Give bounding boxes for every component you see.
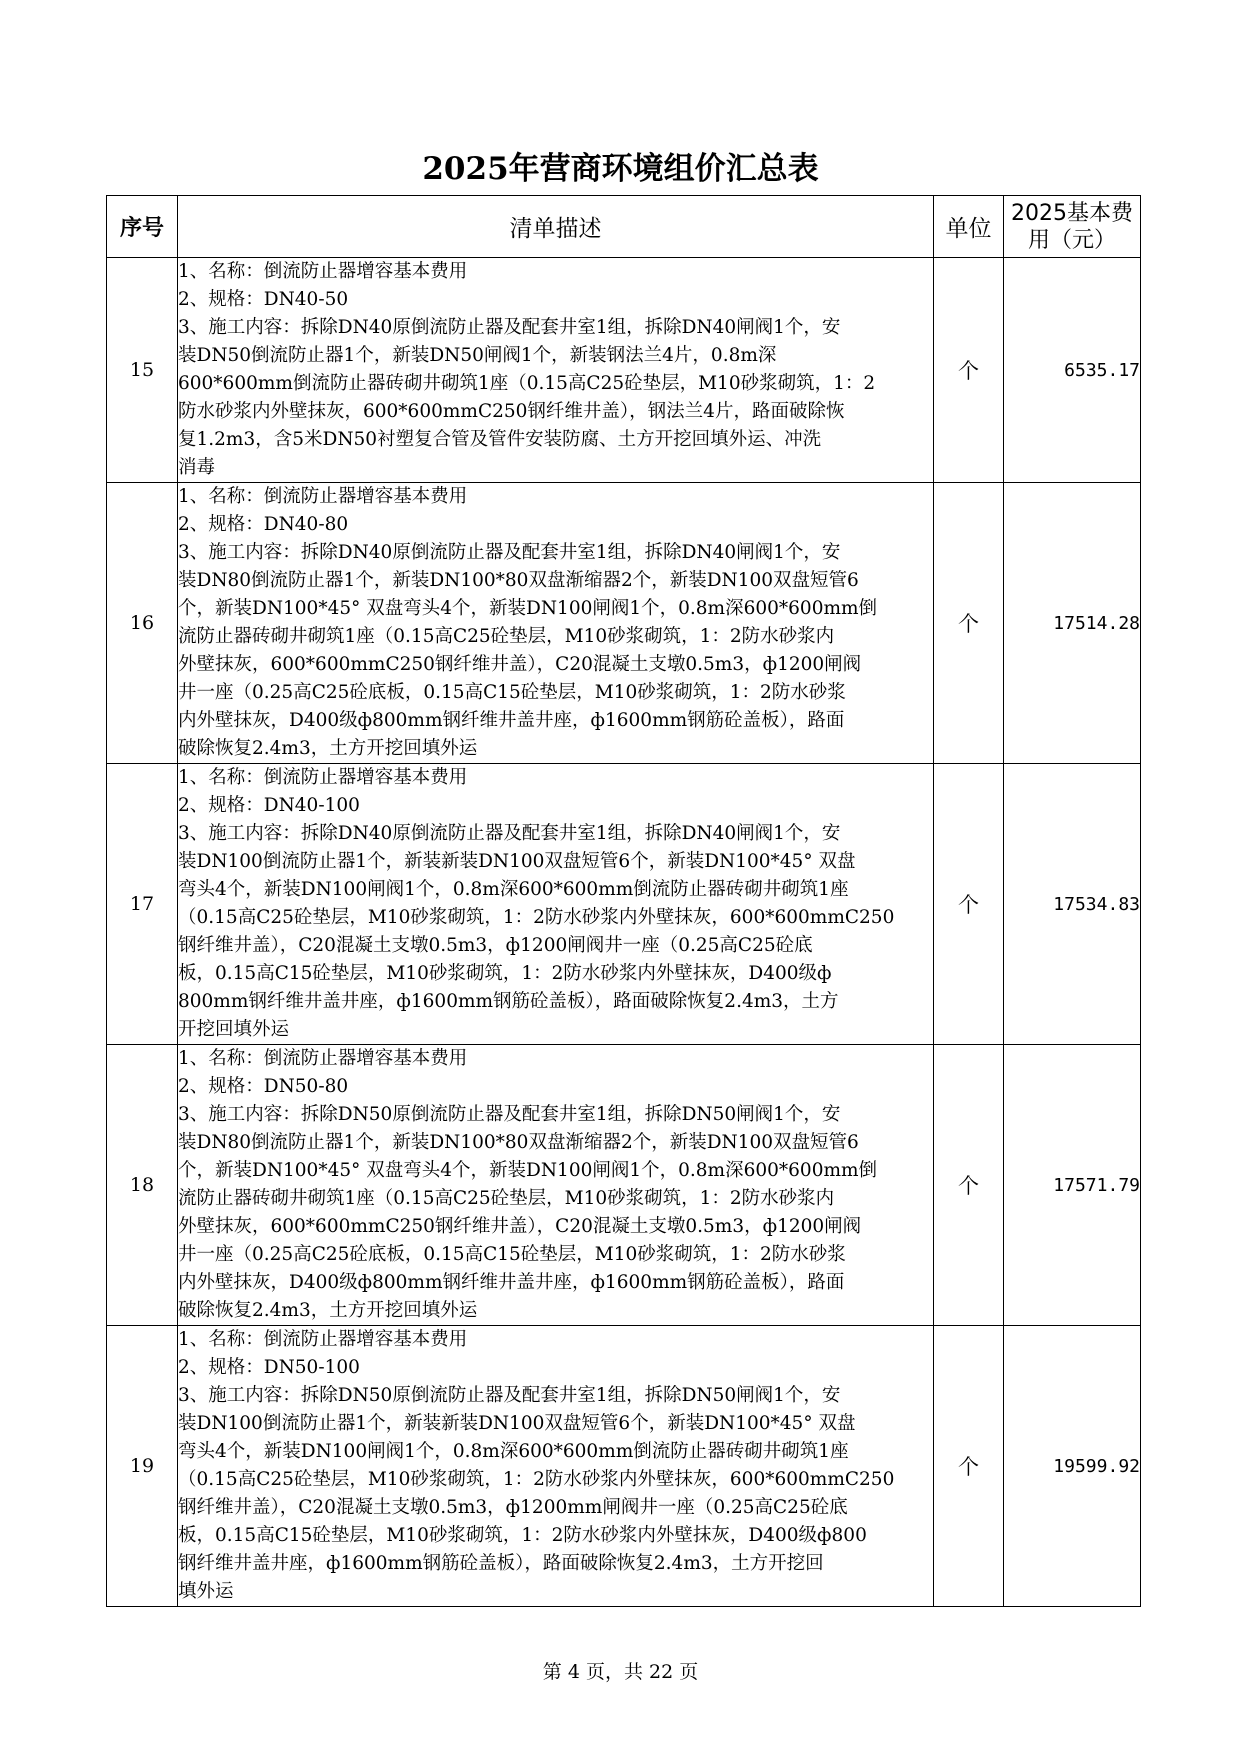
row-description <box>178 483 934 764</box>
description-line: 板，0.15高C15砼垫层，M10砂浆砌筑，1：2防水砂浆内外壁抹灰，D400级ф <box>178 963 832 984</box>
row-base-fee: 17534.83 <box>1004 764 1141 1045</box>
table-row <box>107 1045 1141 1326</box>
description-line: 填外运 <box>178 1581 234 1602</box>
description-line: 2、规格：DN40-100 <box>178 795 360 816</box>
description-line: 装DN100倒流防止器1个，新装新装DN100双盘短管6个，新装DN100*45° 双盘 <box>178 851 856 872</box>
description-line: 钢纤维井盖），C20混凝土支墩0.5m3，ф1200闸阀井一座（0.25高C25砼底 <box>178 935 813 956</box>
header-unit: 单位 <box>934 196 1004 258</box>
description-line: 流防止器砖砌井砌筑1座（0.15高C25砼垫层，M10砂浆砌筑，1：2防水砂浆内 <box>178 626 835 647</box>
description-line: 1、名称：倒流防止器增容基本费用 <box>178 767 468 788</box>
description-line: 装DN80倒流防止器1个，新装DN100*80双盘渐缩器2个，新装DN100双盘短管6 <box>178 570 859 591</box>
header-base-fee <box>1004 196 1141 258</box>
row-serial-number: 18 <box>107 1045 178 1326</box>
header-description: 清单描述 <box>178 196 934 258</box>
description-line: 1、名称：倒流防止器增容基本费用 <box>178 1329 468 1350</box>
description-line: 2、规格：DN50-100 <box>178 1357 360 1378</box>
description-line: 消毒 <box>178 457 216 478</box>
description-line: 个，新装DN100*45° 双盘弯头4个，新装DN100闸阀1个，0.8m深600*600mm倒 <box>178 1160 878 1181</box>
description-line: 1、名称：倒流防止器增容基本费用 <box>178 486 468 507</box>
description-line: 复1.2m3，含5米DN50衬塑复合管及管件安装防腐、土方开挖回填外运、冲洗 <box>178 429 822 450</box>
row-description <box>178 258 934 483</box>
description-line: 钢纤维井盖），C20混凝土支墩0.5m3，ф1200mm闸阀井一座（0.25高C25砼底 <box>178 1497 848 1518</box>
description-line: 装DN100倒流防止器1个，新装新装DN100双盘短管6个，新装DN100*45° 双盘 <box>178 1413 856 1434</box>
row-base-fee: 17571.79 <box>1004 1045 1141 1326</box>
row-unit: 个 <box>934 258 1004 483</box>
description-line: 3、施工内容：拆除DN40原倒流防止器及配套井室1组，拆除DN40闸阀1个，安 <box>178 317 841 338</box>
description-line: 2、规格：DN40-50 <box>178 289 349 310</box>
description-line: 井一座（0.25高C25砼底板，0.15高C15砼垫层，M10砂浆砌筑，1：2防水砂浆 <box>178 682 846 703</box>
description-line: 钢纤维井盖井座，ф1600mm钢筋砼盖板），路面破除恢复2.4m3，土方开挖回 <box>178 1553 824 1574</box>
description-line: 2、规格：DN50-80 <box>178 1076 349 1097</box>
row-serial-number: 16 <box>107 483 178 764</box>
table-row <box>107 1326 1141 1607</box>
row-unit: 个 <box>934 764 1004 1045</box>
description-line: 破除恢复2.4m3，土方开挖回填外运 <box>178 1300 478 1321</box>
row-unit: 个 <box>934 483 1004 764</box>
header-base-fee-line1: 2025基本费 <box>1011 200 1133 226</box>
description-line: 1、名称：倒流防止器增容基本费用 <box>178 1048 468 1069</box>
description-line: 2、规格：DN40-80 <box>178 514 349 535</box>
description-line: 弯头4个，新装DN100闸阀1个，0.8m深600*600mm倒流防止器砖砌井砌筑1座 <box>178 879 849 900</box>
table-row <box>107 258 1141 483</box>
table-row <box>107 764 1141 1045</box>
description-line: 防水砂浆内外壁抹灰，600*600mmC250钢纤维井盖），钢法兰4片，路面破除恢 <box>178 401 845 422</box>
description-line: 装DN50倒流防止器1个，新装DN50闸阀1个，新装钢法兰4片，0.8m深 <box>178 345 777 366</box>
description-line: 600*600mm倒流防止器砖砌井砌筑1座（0.15高C25砼垫层，M10砂浆砌筑，1：2 <box>178 373 876 394</box>
pricing-table <box>106 195 1141 1607</box>
table-header-row <box>107 196 1141 258</box>
description-line: 800mm钢纤维井盖井座，ф1600mm钢筋砼盖板），路面破除恢复2.4m3，土方 <box>178 991 839 1012</box>
row-unit: 个 <box>934 1045 1004 1326</box>
description-line: 1、名称：倒流防止器增容基本费用 <box>178 261 468 282</box>
description-line: 弯头4个，新装DN100闸阀1个，0.8m深600*600mm倒流防止器砖砌井砌筑1座 <box>178 1441 849 1462</box>
page-footer: 第 4 页，共 22 页 <box>542 1661 699 1683</box>
row-serial-number: 19 <box>107 1326 178 1607</box>
description-line: 外壁抹灰，600*600mmC250钢纤维井盖），C20混凝土支墩0.5m3，ф1200闸阀 <box>178 654 862 675</box>
description-line: 井一座（0.25高C25砼底板，0.15高C15砼垫层，M10砂浆砌筑，1：2防水砂浆 <box>178 1244 846 1265</box>
row-description <box>178 1045 934 1326</box>
description-line: 板，0.15高C15砼垫层，M10砂浆砌筑，1：2防水砂浆内外壁抹灰，D400级ф800 <box>178 1525 867 1546</box>
row-description <box>178 764 934 1045</box>
header-base-fee-line2: 用（元） <box>1027 227 1116 253</box>
row-base-fee: 19599.92 <box>1004 1326 1141 1607</box>
description-line: 破除恢复2.4m3，土方开挖回填外运 <box>178 738 478 759</box>
description-line: 3、施工内容：拆除DN40原倒流防止器及配套井室1组，拆除DN40闸阀1个，安 <box>178 823 841 844</box>
description-line: 内外壁抹灰，D400级ф800mm钢纤维井盖井座，ф1600mm钢筋砼盖板），路面 <box>178 1272 845 1293</box>
row-description <box>178 1326 934 1607</box>
description-line: 3、施工内容：拆除DN50原倒流防止器及配套井室1组，拆除DN50闸阀1个，安 <box>178 1104 841 1125</box>
description-line: （0.15高C25砼垫层，M10砂浆砌筑，1：2防水砂浆内外壁抹灰，600*600mmC250 <box>178 1469 895 1490</box>
description-line: 开挖回填外运 <box>178 1019 290 1040</box>
description-line: 装DN80倒流防止器1个，新装DN100*80双盘渐缩器2个，新装DN100双盘短管6 <box>178 1132 859 1153</box>
row-serial-number: 17 <box>107 764 178 1045</box>
page-title: 2025年营商环境组价汇总表 <box>422 151 819 187</box>
table-row <box>107 483 1141 764</box>
description-line: （0.15高C25砼垫层，M10砂浆砌筑，1：2防水砂浆内外壁抹灰，600*600mmC250 <box>178 907 895 928</box>
description-line: 3、施工内容：拆除DN40原倒流防止器及配套井室1组，拆除DN40闸阀1个，安 <box>178 542 841 563</box>
row-base-fee: 6535.17 <box>1004 258 1141 483</box>
header-serial-number: 序号 <box>107 196 178 258</box>
row-unit: 个 <box>934 1326 1004 1607</box>
row-base-fee: 17514.28 <box>1004 483 1141 764</box>
description-line: 内外壁抹灰，D400级ф800mm钢纤维井盖井座，ф1600mm钢筋砼盖板），路面 <box>178 710 845 731</box>
description-line: 3、施工内容：拆除DN50原倒流防止器及配套井室1组，拆除DN50闸阀1个，安 <box>178 1385 841 1406</box>
description-line: 流防止器砖砌井砌筑1座（0.15高C25砼垫层，M10砂浆砌筑，1：2防水砂浆内 <box>178 1188 835 1209</box>
row-serial-number: 15 <box>107 258 178 483</box>
description-line: 个，新装DN100*45° 双盘弯头4个，新装DN100闸阀1个，0.8m深600*600mm倒 <box>178 598 878 619</box>
description-line: 外壁抹灰，600*600mmC250钢纤维井盖），C20混凝土支墩0.5m3，ф1200闸阀 <box>178 1216 862 1237</box>
